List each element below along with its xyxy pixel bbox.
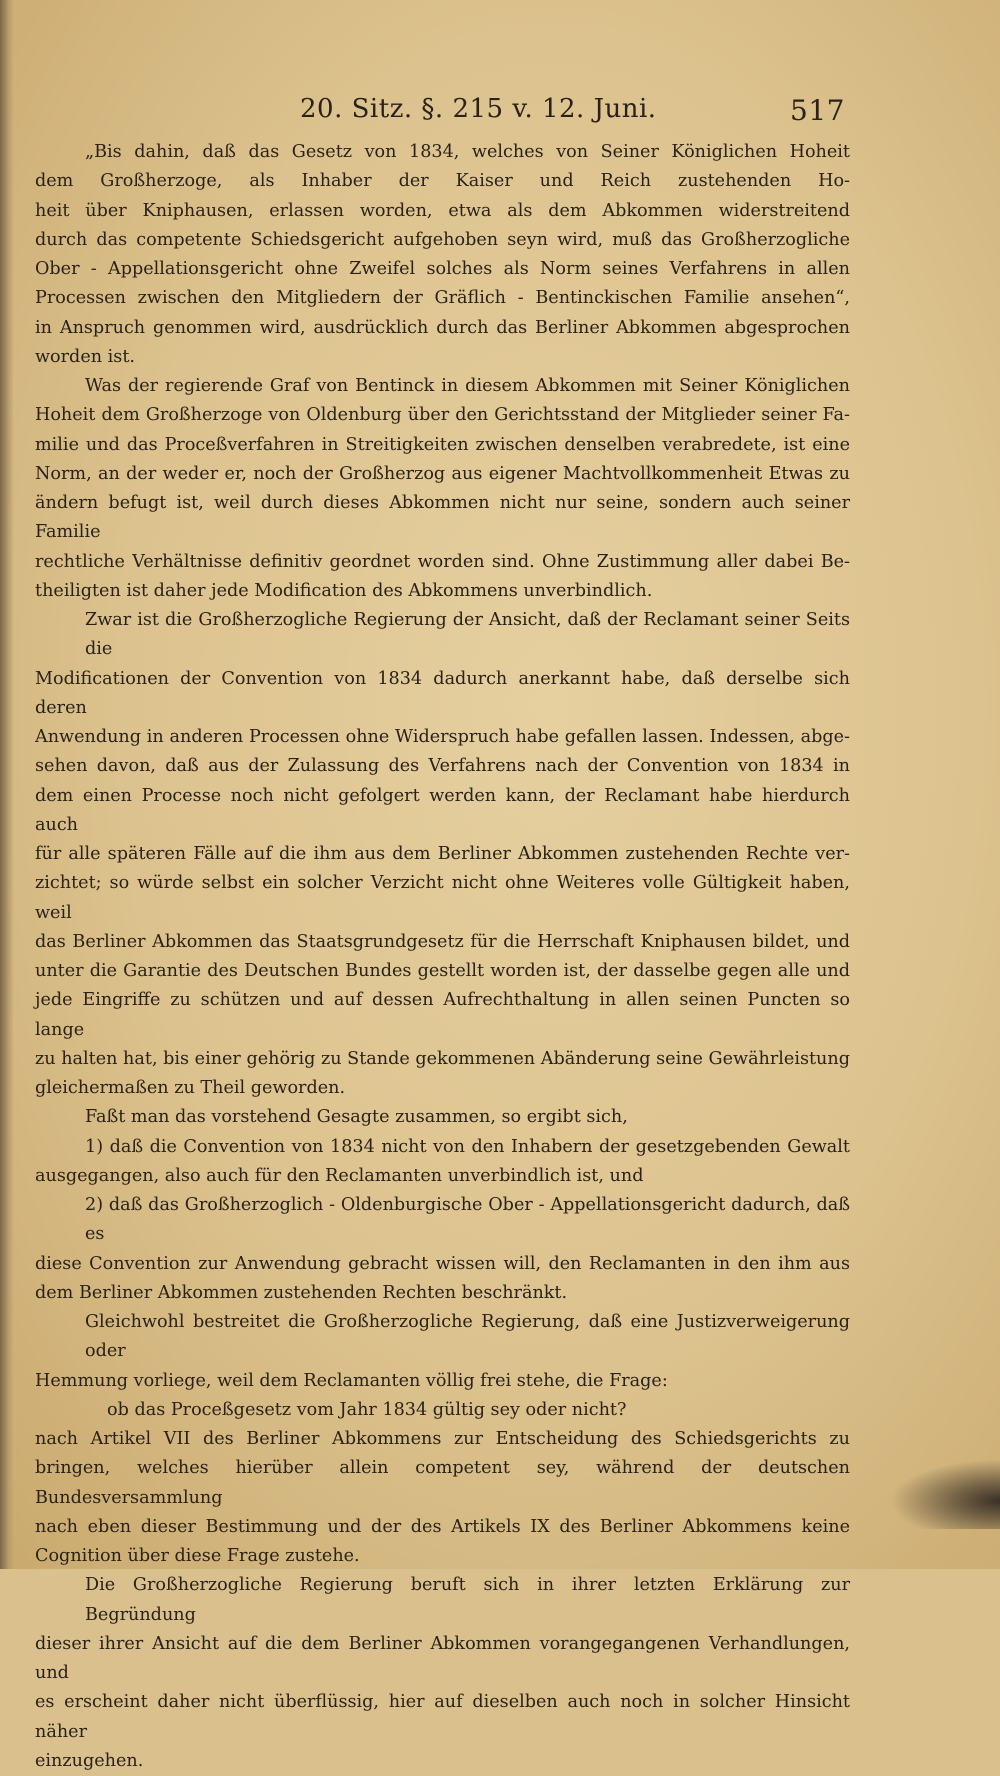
text-line: dem einen Processe noch nicht gefolgert werden kann, der Reclamant habe hierdurch auch [35,785,850,835]
text-line: Was der regierende Graf von Bentinck in diesem Abkommen mit Seiner Königlichen [85,376,850,396]
text-line: sehen davon, daß aus der Zulassung des Verfahrens nach der Convention von 1834 in [35,756,850,777]
text-line: ausgegangen, also auch für den Reclamanten unverbindlich ist, und [35,1165,644,1186]
text-line: zichtet; so würde selbst ein solcher Verzicht nicht ohne Weiteres volle Gültigkeit haben, weil [35,873,850,923]
text-line: nach Artikel VII des Berliner Abkommens zur Entscheidung des Schiedsgerichts zu [35,1429,850,1449]
text-line: bringen, welches hierüber allein competent sey, während der deutschen Bundesversammlung [35,1458,850,1508]
text-line: Zwar ist die Großherzogliche Regierung der Ansicht, daß der Reclamant seiner Seits die [85,610,850,660]
text-line: milie und das Proceßverfahren in Streitigkeiten zwischen denselben verabredete, ist eine [35,434,850,455]
text-line: rechtliche Verhältnisse definitiv geordnet worden sind. Ohne Zustimmung aller dabei Be- [35,551,850,572]
text-line: Norm, an der weder er, noch der Großherzog aus eigener Machtvollkommenheit Etwas zu [35,463,850,484]
text-line: einzugehen. [35,1750,144,1771]
text-line: Die Großherzogliche Regierung beruft sich in ihrer letzten Erklärung zur Begründung [85,1575,850,1625]
text-line: unter die Garantie des Deutschen Bundes gestellt worden ist, der dasselbe gegen alle und [35,961,850,981]
text-line: dieser ihrer Ansicht auf die dem Berliner Abkommen vorangegangenen Verhandlungen, und [35,1633,850,1683]
text-line: 2) daß das Großherzoglich - Oldenburgische Ober - Appellationsgericht dadurch, daß es [85,1195,850,1245]
body-text [35,138,850,1776]
header-session-info: 20. Sitz. §. 215 v. 12. Juni. [300,94,657,124]
text-line: Gleichwohl bestreitet die Großherzogliche Regierung, daß eine Justizverweigerung oder [85,1312,850,1362]
text-line: ob das Proceßgesetz vom Jahr 1834 gültig sey oder nicht? [107,1399,627,1420]
text-line: Hoheit dem Großherzoge von Oldenburg über den Gerichtsstand der Mitglieder seiner Fa- [35,405,850,426]
running-header [300,94,845,134]
text-line: für alle späteren Fälle auf die ihm aus dem Berliner Abkommen zustehenden Rechte ver- [35,844,850,864]
text-line: gleichermaßen zu Theil geworden. [35,1078,346,1098]
text-line: Cognition über diese Frage zustehe. [35,1546,360,1566]
text-line: Hemmung vorliege, weil dem Reclamanten völlig frei stehe, die Frage: [35,1370,668,1391]
page-number: 517 [790,94,845,127]
text-line: dem Großherzoge, als Inhaber der Kaiser und Reich zustehenden Ho- [35,171,850,192]
text-line: theiligten ist daher jede Modification des Abkommens unverbindlich. [35,580,653,601]
text-line: zu halten hat, bis einer gehörig zu Stande gekommenen Abänderung seine Gewährleistung [35,1048,850,1069]
text-line: jede Eingriffe zu schützen und auf dessen Aufrechthaltung in allen seinen Puncten so lange [35,990,850,1040]
text-line: es erscheint daher nicht überflüssig, hier auf dieselben auch noch in solcher Hinsicht näher [35,1692,850,1742]
text-line: diese Convention zur Anwendung gebracht wissen will, den Reclamanten in den ihm aus [35,1253,850,1274]
text-line: dem Berliner Abkommen zustehenden Rechten beschränkt. [35,1282,568,1303]
text-line: heit über Kniphausen, erlassen worden, etwa als dem Abkommen widerstreitend [35,200,850,221]
text-line: nach eben dieser Bestimmung und der des Artikels IX des Berliner Abkommens keine [35,1516,850,1537]
page-stain [890,1459,1000,1529]
text-line: „Bis dahin, daß das Gesetz von 1834, welches von Seiner Königlichen Hoheit [85,142,850,162]
text-line: Anwendung in anderen Processen ohne Widerspruch habe gefallen lassen. Indessen, abge- [35,727,850,747]
page-edge-shadow [0,0,14,1569]
text-line: Ober - Appellationsgericht ohne Zweifel solches als Norm seines Verfahrens in allen [35,259,850,279]
text-line: durch das competente Schiedsgericht aufgehoben seyn wird, muß das Großherzogliche [35,229,850,250]
text-line: Faßt man das vorstehend Gesagte zusammen, so ergibt sich, [85,1107,628,1128]
text-line: in Anspruch genommen wird, ausdrücklich durch das Berliner Abkommen abgesprochen [35,317,850,338]
text-line: das Berliner Abkommen das Staatsgrundgesetz für die Herrschaft Kniphausen bildet, und [35,931,850,952]
text-line: ändern befugt ist, weil durch dieses Abkommen nicht nur seine, sondern auch seiner Familie [35,493,850,543]
text-line: worden ist. [35,346,135,367]
text-line: 1) daß die Convention von 1834 nicht von den Inhabern der gesetzgebenden Gewalt [85,1136,850,1157]
text-line: Processen zwischen den Mitgliedern der Gräflich - Bentinckischen Familie ansehen“, [35,288,850,309]
text-line: Modificationen der Convention von 1834 dadurch anerkannt habe, daß derselbe sich deren [35,668,850,718]
